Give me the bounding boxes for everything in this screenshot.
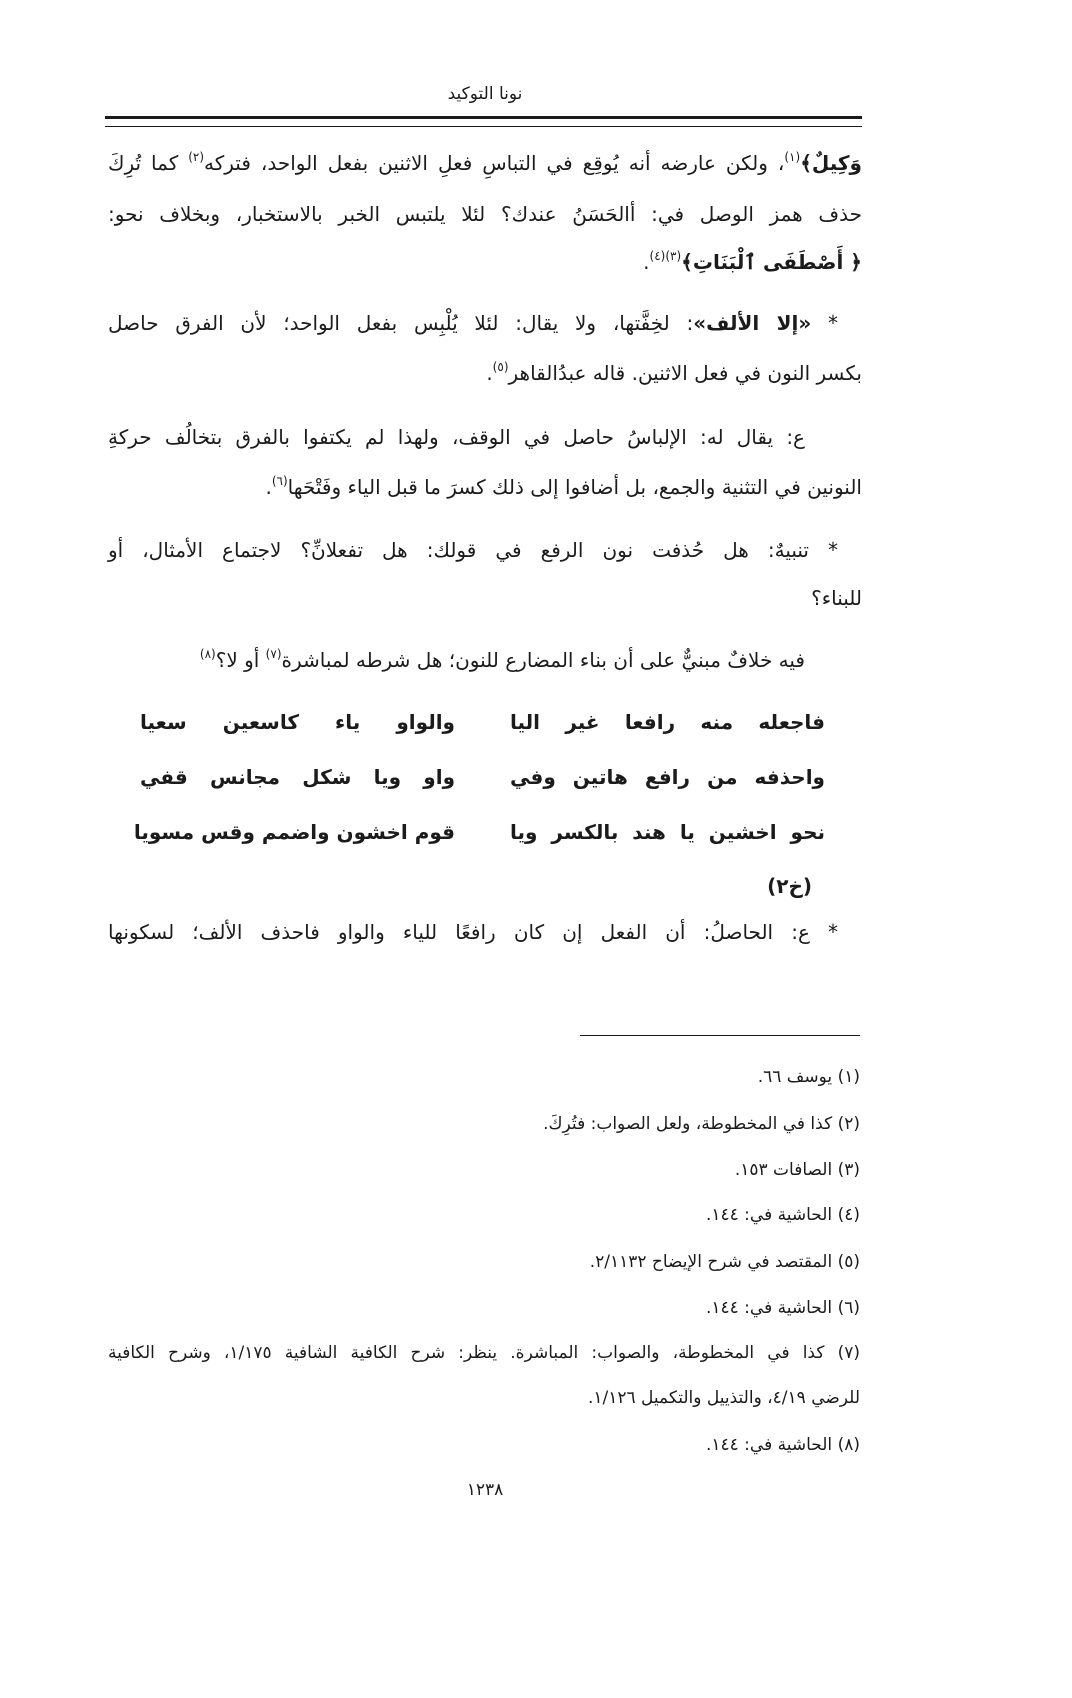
text-run: فيه خلافٌ مبنيٌّ على أن بناء المضارع للنون؛ هل شرطه لمباشرة [281,648,805,672]
manuscript-siglum: (خ٢) [767,874,812,898]
footnote-text: المقتصد في شرح الإيضاح ٢/١١٣٢. [589,1252,833,1272]
footnote-continuation: للرضي ٤/١٩، والتذييل والتكميل ١/١٢٦. [587,1388,860,1408]
poem-second-hemistich: قوم اخشون واضمم وقس مسويا [133,820,455,844]
footnote [108,1247,860,1277]
body-line: حذف همز الوصل في: أالحَسَنُ عندك؟ لئلا يلتبس الخبر بالاستخبار، وبخلاف نحو: [108,202,862,226]
body-line [108,145,862,181]
footnote-text: الصافات ١٥٣. [734,1160,833,1180]
body-line: ع: يقال له: الإلباسُ حاصل في الوقف، ولهذا لم يكتفوا بالفرق بتخالُف حركةِ [108,425,805,449]
page-number: ١٢٣٨ [466,1480,504,1500]
quran-quote: وَكِيلٌ﴾ [800,151,862,175]
footnote-ref: (٧) [265,647,282,661]
body-line [108,305,838,341]
poem-first-hemistich: فاجعله منه رافعا غير اليا [510,710,825,734]
footnote [108,1293,860,1323]
footnote-number: (٦) [837,1298,860,1318]
footnote-ref: (٣)(٤) [649,249,682,263]
footnote-ref: (٢) [188,150,205,164]
body-line [108,469,862,505]
text-run: . [643,250,650,274]
header-rule-thin [105,126,862,127]
footnote-ref: (٥) [492,360,509,374]
footnote-text: الحاشية في: ١٤٤. [705,1435,833,1455]
poem-second-hemistich: والواو ياء كاسعين سعيا [140,710,455,734]
footnote [108,1062,860,1092]
footnote-number: (٢) [837,1114,860,1134]
footnote-text: الحاشية في: ١٤٤. [705,1205,833,1225]
footnote-ref: (٦) [271,474,288,488]
body-line: * تنبيهٌ: هل حُذفت نون الرفع في قولك: هل تفعلانِّ؟ لاجتماع الأمثال، أو [108,538,838,562]
text-run: ، ولكن عارضه أنه يُوقِع في التباسِ فعلِ الاثنين بفعل الواحد، فتركه [204,151,785,175]
footnote-number: (١) [837,1067,860,1087]
footnote-text: كذا في المخطوطة، والصواب: المباشرة. ينظر: شرح الكافية الشافية ١/١٧٥، وشرح الكافية [108,1343,825,1363]
poem-first-hemistich: نحو اخشين يا هند بالكسر ويا [510,820,825,844]
footnote-text: الحاشية في: ١٤٤. [705,1298,833,1318]
footnote-separator [580,1035,860,1036]
text-run: . [265,475,272,499]
footnote [108,1430,860,1460]
poem-second-hemistich: واو ويا شكل مجانس قفي [140,765,455,789]
paragraph-marker: * [811,311,838,335]
header-rule-thick [105,116,862,119]
footnote [108,1109,860,1139]
footnote-ref: (١) [784,150,801,164]
footnote-number: (٧) [837,1343,860,1363]
body-line [108,244,862,280]
body-line: * ع: الحاصلُ: أن الفعل إن كان رافعًا للياء والواو فاحذف الألف؛ لسكونها [108,920,838,944]
text-run: . [486,361,493,385]
running-head: نونا التوكيد [447,84,523,104]
footnote-text: كذا في المخطوطة، ولعل الصواب: فتُرِكَ. [543,1114,833,1134]
footnote-number: (٨) [837,1435,860,1455]
footnote-ref: (٨) [199,647,216,661]
text-run: النونين في التثنية والجمع، بل أضافوا إلى ذلك كسرَ ما قبل الياء وفَتْحَها [287,475,862,499]
text-run: أو لا؟ [215,648,266,672]
footnote [108,1155,860,1185]
body-line [108,355,862,391]
text-run: كما تُرِكَ [108,151,189,175]
footnote [108,1338,860,1368]
poem-first-hemistich: واحذفه من رافع هاتين وفي [510,765,825,789]
footnote-number: (٥) [837,1252,860,1272]
body-line: للبناء؟ [811,586,862,610]
text-run: بكسر النون في فعل الاثنين. قاله عبدُالقاهر [508,361,862,385]
footnote-number: (٤) [837,1205,860,1225]
text-run: : لخِفَّتها، ولا يقال: لئلا يُلْبِس بفعل الواحد؛ لأن الفرق حاصل [108,311,694,335]
footnote-text: يوسف ٦٦. [757,1067,833,1087]
footnote [108,1200,860,1230]
footnote-number: (٣) [837,1160,860,1180]
body-line [108,642,805,678]
quran-quote: ﴿ أَصْطَفَى ٱلْبَنَاتِ﴾ [681,250,862,274]
lemma: «إلا الألف» [693,311,812,335]
